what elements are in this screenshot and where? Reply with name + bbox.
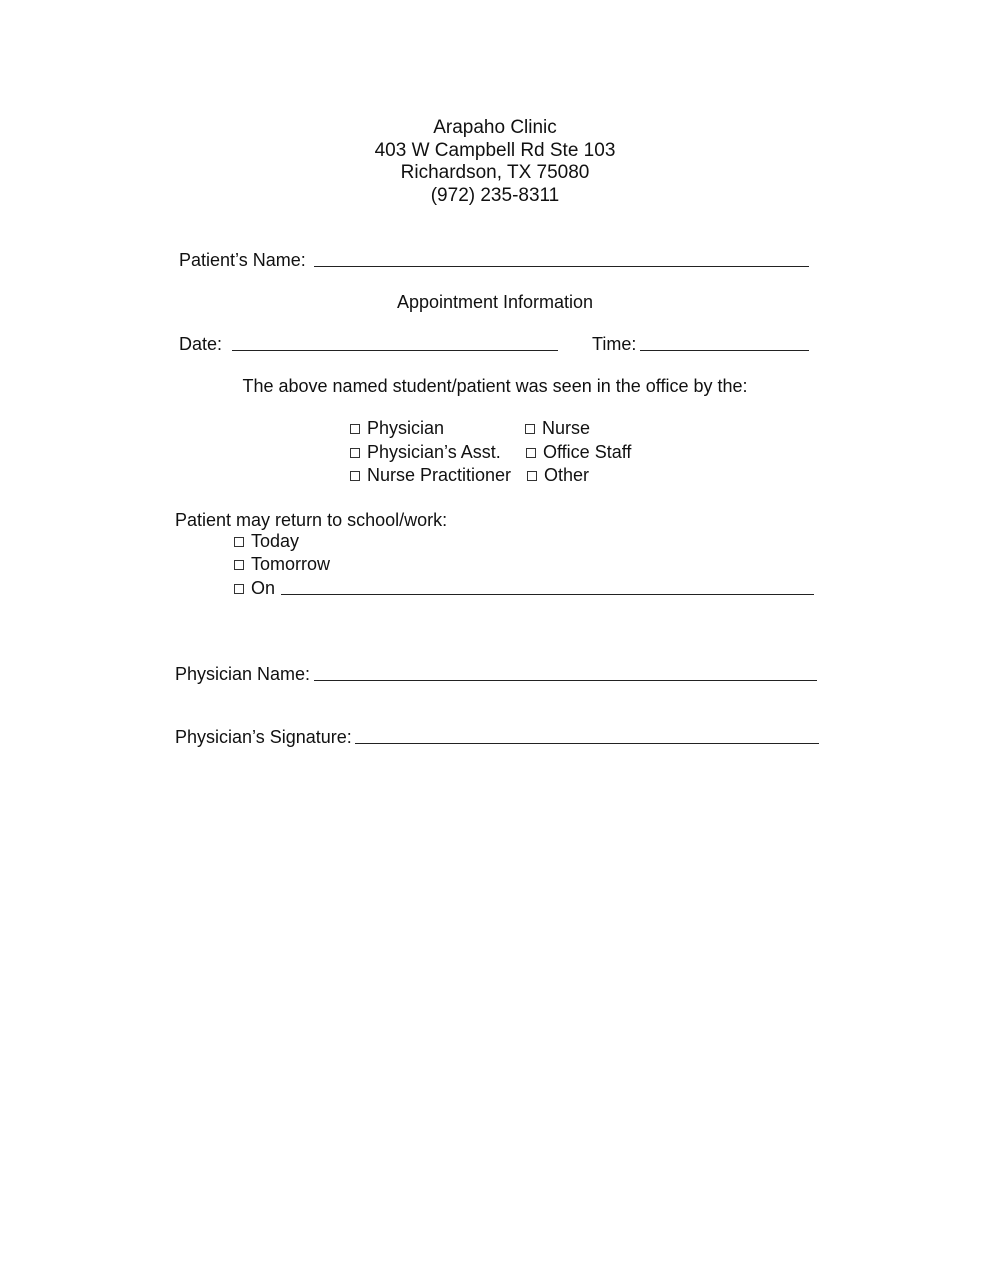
- option-label: Physician’s Asst.: [367, 442, 501, 462]
- physician-signature-field[interactable]: [355, 743, 819, 744]
- checkbox-icon[interactable]: [525, 424, 535, 434]
- physician-name-field[interactable]: [314, 680, 817, 681]
- option-on[interactable]: [234, 579, 275, 597]
- option-other[interactable]: [527, 466, 589, 484]
- option-nurse-practitioner[interactable]: [350, 466, 511, 484]
- checkbox-icon[interactable]: [350, 424, 360, 434]
- option-nurse[interactable]: [525, 419, 590, 437]
- option-tomorrow[interactable]: [234, 555, 330, 573]
- option-label: Office Staff: [543, 442, 632, 462]
- return-label: Patient may return to school/work:: [175, 510, 448, 530]
- section-title: Appointment Information: [396, 292, 594, 312]
- clinic-header: [0, 117, 990, 207]
- physician-name-label: Physician Name:: [175, 664, 311, 684]
- patient-name-field[interactable]: [314, 266, 809, 267]
- time-label: Time:: [592, 334, 637, 354]
- time-field[interactable]: [640, 350, 809, 351]
- option-label: Nurse Practitioner: [367, 465, 512, 485]
- checkbox-icon[interactable]: [234, 560, 244, 570]
- option-office-staff[interactable]: [526, 443, 631, 461]
- checkbox-icon[interactable]: [350, 448, 360, 458]
- clinic-name: Arapaho Clinic: [433, 117, 557, 138]
- checkbox-icon[interactable]: [526, 448, 536, 458]
- date-label: Date:: [179, 334, 223, 354]
- checkbox-icon[interactable]: [234, 584, 244, 594]
- option-physician[interactable]: [350, 419, 444, 437]
- option-label: Nurse: [542, 418, 591, 438]
- option-label: Other: [544, 465, 590, 485]
- clinic-address-line2: Richardson, TX 75080: [400, 162, 590, 183]
- checkbox-icon[interactable]: [350, 471, 360, 481]
- checkbox-icon[interactable]: [234, 537, 244, 547]
- option-label: On: [251, 578, 276, 598]
- seen-by-text: The above named student/patient was seen in the office by the:: [242, 376, 748, 396]
- option-label: Tomorrow: [251, 554, 331, 574]
- date-field[interactable]: [232, 350, 558, 351]
- physician-signature-label: Physician’s Signature:: [175, 727, 352, 747]
- option-today[interactable]: [234, 532, 299, 550]
- option-label: Physician: [367, 418, 445, 438]
- checkbox-icon[interactable]: [527, 471, 537, 481]
- return-date-field[interactable]: [281, 594, 814, 595]
- clinic-address-line1: 403 W Campbell Rd Ste 103: [374, 139, 616, 161]
- patient-name-label: Patient’s Name:: [179, 250, 306, 270]
- clinic-phone: (972) 235-8311: [430, 184, 560, 206]
- option-label: Today: [251, 531, 300, 551]
- option-physicians-asst[interactable]: [350, 443, 501, 461]
